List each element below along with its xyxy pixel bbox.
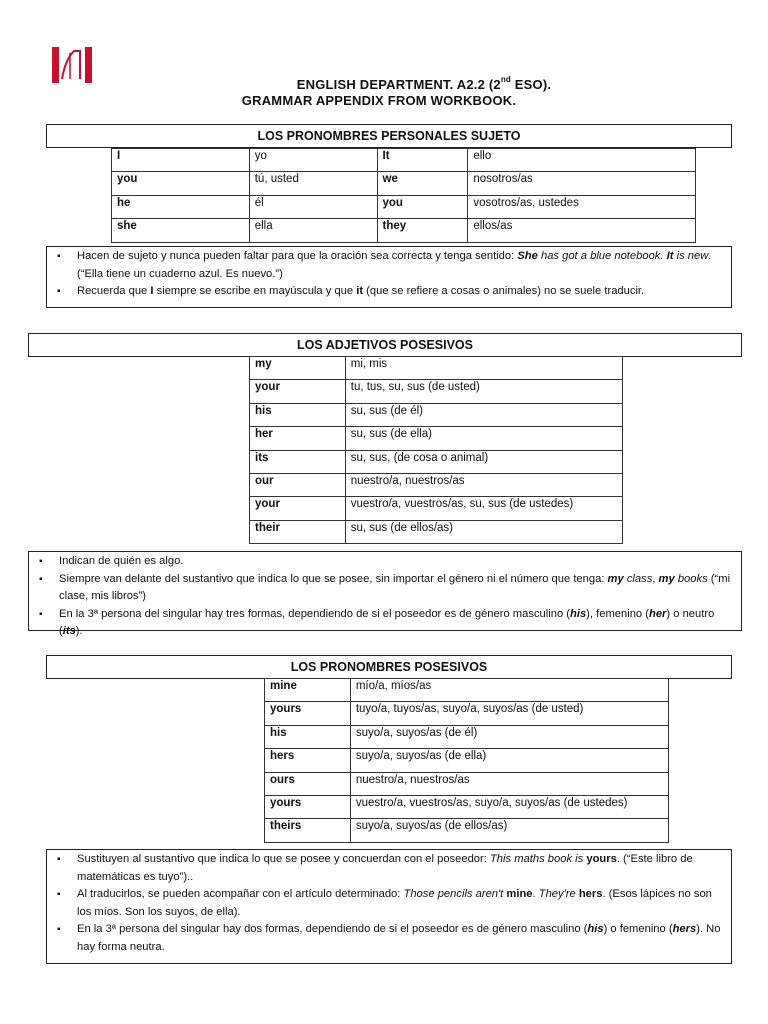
note-text: Recuerda que (77, 285, 151, 297)
possessive-pronouns-notes (46, 849, 732, 964)
translation-cell: vuestro/a, vuestros/as, su, sus (de ustedes) (345, 497, 622, 520)
section-title-personal-pronouns: LOS PRONOMBRES PERSONALES SUJETO (46, 124, 732, 148)
table-row (265, 819, 669, 842)
translation-cell: suyo/a, suyos/as (de él) (350, 725, 668, 748)
note-text: is new (673, 250, 709, 262)
note-text: his (587, 923, 604, 935)
translation-cell: suyo/a, suyos/as (de ellos/as) (350, 819, 668, 842)
translation-cell: mi, mis (345, 357, 622, 380)
translation-cell: él (249, 195, 377, 218)
translation-cell: nuestro/a, nuestros/as (345, 473, 622, 496)
note-text: They're (538, 888, 579, 900)
table-row (250, 497, 623, 520)
document-title-line1: ENGLISH DEPARTMENT. A2.2 (2nd ESO). (296, 75, 552, 92)
translation-cell: ella (249, 219, 377, 242)
english-word-cell: their (250, 520, 346, 543)
table-row (250, 427, 623, 450)
table-row (112, 219, 696, 242)
note-text: class (623, 572, 653, 585)
note-text: I (150, 285, 154, 297)
note-text: my (607, 572, 624, 585)
english-word-cell: he (112, 195, 250, 218)
note-text: yours (586, 853, 617, 865)
possessive-adjectives-table (249, 356, 623, 544)
english-word-cell: yours (265, 702, 351, 725)
table-row (112, 195, 696, 218)
translation-cell: nosotros/as (468, 172, 696, 195)
table-row (250, 380, 623, 403)
note-bullet-item (39, 571, 735, 606)
note-text: En la 3ª persona del singular hay dos formas, dependiendo de si el poseedor es de género masculino ( (77, 923, 588, 935)
english-word-cell: our (250, 473, 346, 496)
note-text: This maths book is (489, 853, 587, 865)
english-word-cell: I (112, 149, 250, 172)
translation-cell: vosotros/as, ustedes (468, 195, 696, 218)
table-row (112, 149, 696, 172)
note-text: Indican de quién es algo. (59, 555, 184, 567)
english-word-cell: her (250, 427, 346, 450)
table-row (250, 520, 623, 543)
note-text: . (“Ella tiene un cuaderno azul. Es nuevo.”) (77, 250, 712, 280)
note-bullet-item (57, 851, 725, 886)
note-text: (que se refiere a cosas o animales) no se suele traducir. (363, 285, 645, 297)
translation-cell: yo (249, 149, 377, 172)
english-word-cell: they (377, 219, 468, 242)
possessive-adjectives-notes (28, 551, 742, 637)
english-word-cell: she (112, 219, 250, 242)
document-title-line2: GRAMMAR APPENDIX FROM WORKBOOK. (241, 93, 517, 108)
note-bullet-item (57, 283, 725, 301)
note-bullet-item (57, 921, 725, 956)
note-bullet-item (39, 606, 735, 641)
note-text: (“mi clase, mis libros”) (59, 572, 731, 602)
note-text: ). (75, 625, 83, 637)
translation-cell: su, sus, (de cosa o animal) (345, 450, 622, 473)
english-word-cell: yours (265, 795, 351, 818)
note-text: En la 3ª persona del singular hay tres formas, dependiendo de si el poseedor es de género masculino ( (59, 607, 570, 620)
personal-pronouns-table (111, 148, 696, 243)
note-text: hers (578, 888, 603, 900)
note-text: , (652, 572, 659, 585)
note-text: its (62, 625, 76, 637)
english-word-cell: ours (265, 772, 351, 795)
possessive-pronouns-table (264, 678, 669, 843)
translation-cell: mío/a, míos/as (350, 679, 668, 702)
note-text: mine (506, 888, 533, 900)
note-text: has got a blue notebook. (537, 250, 667, 262)
note-bullet-item (57, 886, 725, 921)
english-word-cell: you (377, 195, 468, 218)
note-text: Hacen de sujeto y nunca pueden faltar para que la oración sea correcta y tenga sentido: (77, 250, 518, 262)
translation-cell: tuyo/a, tuyos/as, suyo/a, suyos/as (de usted) (350, 702, 668, 725)
note-text: Those pencils aren't (403, 888, 507, 900)
translation-cell: suyo/a, suyos/as (de ella) (350, 749, 668, 772)
translation-cell: ello (468, 149, 696, 172)
note-text: his (570, 607, 587, 620)
table-row (265, 679, 669, 702)
note-text: Al traducirlos, se pueden acompañar con el artículo determinado: (77, 888, 404, 900)
note-text: Sustituyen al sustantivo que indica lo que se posee y concuerdan con el poseedor: (77, 853, 490, 865)
personal-pronouns-notes (46, 246, 732, 308)
table-row (250, 473, 623, 496)
english-word-cell: your (250, 380, 346, 403)
note-text: ) o femenino ( (603, 923, 673, 935)
note-text: it (356, 285, 364, 297)
table-row (265, 795, 669, 818)
note-text: . (532, 888, 539, 900)
note-text: books (674, 572, 708, 585)
english-word-cell: your (250, 497, 346, 520)
table-row (112, 172, 696, 195)
note-text: She (517, 250, 538, 262)
note-text: ) o neutro ( (59, 607, 715, 637)
table-row (265, 749, 669, 772)
note-text: Siempre van delante del sustantivo que indica lo que se posee, sin importar el género ni el número que tenga: (59, 572, 608, 585)
translation-cell: vuestro/a, vuestros/as, suyo/a, suyos/as (de ustedes) (350, 795, 668, 818)
section-title-possessive-pronouns: LOS PRONOMBRES POSESIVOS (46, 655, 732, 679)
note-bullet-item (39, 553, 735, 571)
translation-cell: su, sus (de él) (345, 403, 622, 426)
note-text: siempre se escribe en mayúscula y que (153, 285, 357, 297)
english-word-cell: It (377, 149, 468, 172)
section-title-possessive-adjectives: LOS ADJETIVOS POSESIVOS (28, 333, 742, 357)
english-word-cell: its (250, 450, 346, 473)
note-text: my (658, 572, 675, 585)
note-text: ), femenino ( (586, 607, 649, 620)
translation-cell: su, sus (de ella) (345, 427, 622, 450)
english-word-cell: my (250, 357, 346, 380)
english-word-cell: his (250, 403, 346, 426)
table-row (250, 450, 623, 473)
table-row (265, 725, 669, 748)
english-word-cell: theirs (265, 819, 351, 842)
note-text: ). No hay forma neutra. (77, 923, 721, 953)
note-bullet-item (57, 248, 725, 283)
table-row (265, 702, 669, 725)
translation-cell: tu, tus, su, sus (de usted) (345, 380, 622, 403)
note-text: . (Esos lápices no son los míos. Son los suyos, de ella). (77, 888, 712, 918)
note-text: It (666, 250, 674, 262)
note-text: . (“Este libro de matemáticas es tuyo”).. (77, 853, 693, 883)
translation-cell: su, sus (de ellos/as) (345, 520, 622, 543)
translation-cell: tú, usted (249, 172, 377, 195)
translation-cell: ellos/as (468, 219, 696, 242)
table-row (250, 357, 623, 380)
english-word-cell: you (112, 172, 250, 195)
table-row (265, 772, 669, 795)
english-word-cell: mine (265, 679, 351, 702)
english-word-cell: hers (265, 749, 351, 772)
english-word-cell: his (265, 725, 351, 748)
english-word-cell: we (377, 172, 468, 195)
note-text: hers (672, 923, 697, 935)
translation-cell: nuestro/a, nuestros/as (350, 772, 668, 795)
note-text: her (648, 607, 667, 620)
table-row (250, 403, 623, 426)
